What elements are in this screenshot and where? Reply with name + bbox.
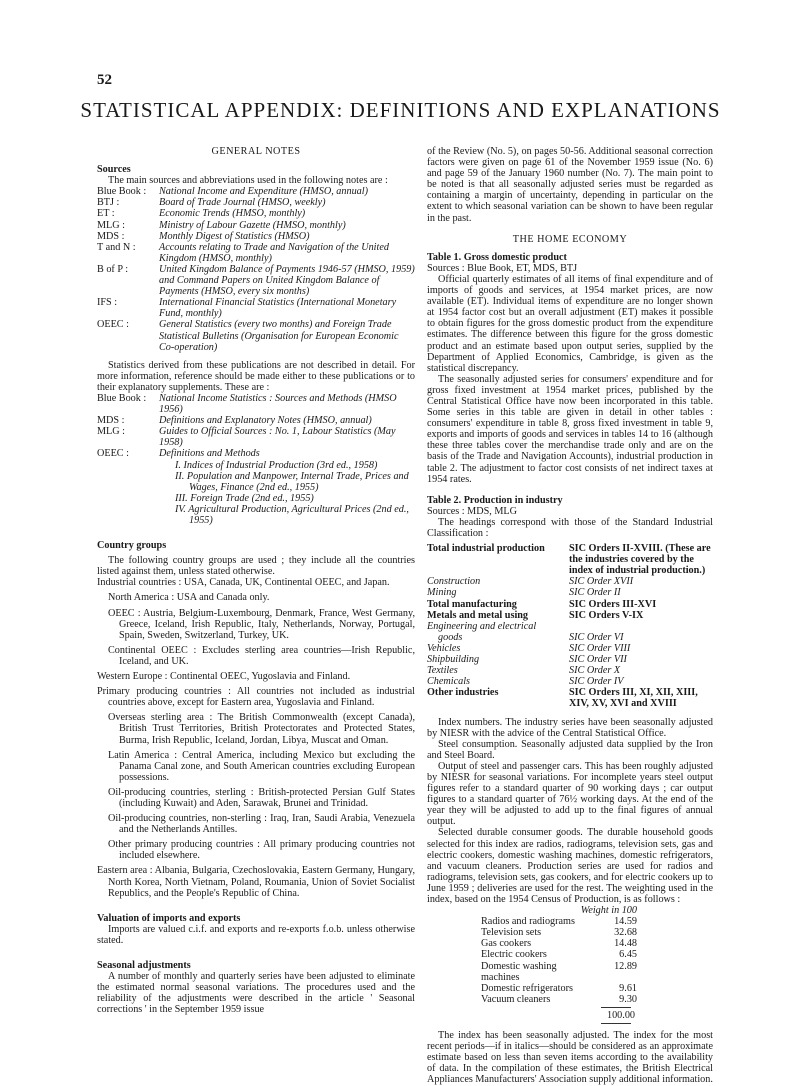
weight-row — [481, 916, 637, 927]
sic-orders: SIC Orders V-IX — [569, 609, 644, 621]
page-number: 52 — [97, 72, 112, 88]
weight-row — [481, 938, 637, 949]
sources-heading: Sources — [97, 164, 131, 176]
table1-para2: The seasonally adjusted series for consumers' expenditure and for gross fixed investment at 1954 market prices, published by the Central Statistical Office have now been incorporated in this table. Some series in this table are given in detail in other tables : consumers' expenditure in table 8, gross fixed investment in table 9, exports and imports of goods and services in tables 14 to 16 (although these three tables cover the merchandise trade only and are on the basis of the Trade and Navigation Accounts), industrial production in table 2. The adjustment to factor cost consists of net indirect taxes at 1954 rates. — [427, 373, 713, 485]
weight-item: Gas cookers — [481, 938, 532, 950]
supp-text: Guides to Official Sources : No. 1, Labour Statistics (May 1958) — [159, 426, 396, 449]
sic-table — [427, 543, 713, 709]
page-title: STATISTICAL APPENDIX: DEFINITIONS AND EXPLANATIONS — [80, 98, 721, 122]
industry-name: Mining — [427, 587, 457, 599]
country-groups-intro: The following country groups are used ; they include all the countries listed against them, unless stated otherwise. — [97, 555, 415, 578]
sic-orders: SIC Orders III-XVI — [569, 598, 657, 610]
oeec-sub-item: III. Foreign Trade (2nd ed., 1955) — [175, 492, 314, 504]
group-overseas-sterling: Overseas sterling area : The British Commonwealth (except Canada), British Trust Territories, British Protectorates and Protected States, Burma, Irish Republic, Iceland, Jordan, Libya, Muscat and Oman. — [108, 712, 415, 746]
sic-orders: SIC Orders III, XI, XII, XIII, XIV, XV, XVI and XVIII — [569, 687, 698, 710]
source-text: General Statistics (every two months) and Foreign Trade Statistical Bulletins (Organisation for European Economic Co-operation) — [159, 319, 399, 353]
weight-value: 9.61 — [619, 982, 637, 994]
source-text: United Kingdom Balance of Payments 1946-57 (HMSO, 1959) and Command Papers on United Kingdom Balance of Payments (HMSO, every six months) — [159, 263, 415, 298]
supplements-list — [97, 393, 415, 460]
oeec-sub-item: I. Indices of Industrial Production (3rd ed., 1958) — [175, 459, 378, 471]
source-abbr: ET : — [97, 208, 115, 220]
weight-value: 14.59 — [614, 916, 637, 928]
source-text: Ministry of Labour Gazette (HMSO, monthly) — [159, 219, 346, 231]
sic-orders: SIC Order VIII — [569, 642, 631, 654]
source-abbr: Blue Book : — [97, 186, 147, 198]
country-groups-heading: Country groups — [97, 540, 167, 552]
weight-value: 9.30 — [619, 993, 637, 1005]
group-north-america: North America : USA and Canada only. — [108, 592, 270, 604]
supp-abbr: Blue Book : — [97, 392, 147, 404]
weight-row — [481, 927, 637, 938]
industry-name: Chemicals — [427, 676, 471, 688]
group-oeec: OEEC : Austria, Belgium-Luxembourg, Denmark, France, West Germany, Greece, Iceland, Irish Republic, Italy, Netherlands, Norway, Portugal, Spain, Sweden, Switzerland, Turkey, UK. — [108, 607, 415, 641]
table1-para1: Official quarterly estimates of all items of final expenditure and of imports of goods and services, at 1954 market prices, are now available (ET). Individual items of expenditure are no longer shown at 1954 factor cost but an overall adjustment (ET) makes it possible to obtain figures for the gross domestic product from the expenditure estimates. The difference between this figure for the gross domestic product and an estimate based upon output series, supplied by the Department of Applied Economics, Cambridge, is given as the statistical discrepancy. — [427, 273, 713, 374]
weight-item: Radios and radiograms — [481, 916, 575, 928]
supp-text: National Income Statistics : Sources and Methods (HMSO 1956) — [159, 392, 397, 416]
sic-orders — [569, 621, 713, 632]
table2-sources: Sources : MDS, MLG — [427, 505, 517, 517]
group-primary: Primary producing countries : All countries not included as industrial countries above, except for Eastern area, Yugoslavia and Finland. — [97, 686, 415, 709]
industry-name: Vehicles — [427, 642, 461, 654]
source-text: National Income and Expenditure (HMSO, annual) — [159, 186, 368, 198]
general-notes-heading: GENERAL NOTES — [211, 146, 301, 157]
sic-orders: SIC Order X — [569, 665, 621, 677]
total-rule — [601, 1023, 631, 1024]
sic-orders: SIC Orders II-XVIII. (These are the industries covered by the index of industrial production.) — [569, 543, 711, 577]
sources-para2: Statistics derived from these publications are not described in detail. For more information, reference should be made either to these publications or to their explanatory supplements. These are : — [97, 359, 415, 393]
group-eastern-area: Eastern area : Albania, Bulgaria, Czechoslovakia, Eastern Germany, Hungary, North Korea, North Vietnam, Poland, Roumania, Union of Soviet Socialist Republics, and the People's Republic of China. — [97, 865, 415, 899]
table1-sources: Sources : Blue Book, ET, MDS, BTJ — [427, 262, 578, 274]
oeec-sub-item: II. Population and Manpower, Internal Trade, Prices and Wages, Finance (2nd ed., 1955) — [175, 470, 409, 493]
supp-abbr: MDS : — [97, 415, 125, 427]
industry-name: Total industrial production — [427, 543, 545, 555]
weight-value: 6.45 — [619, 949, 637, 961]
source-abbr: IFS : — [97, 297, 118, 309]
source-text: Board of Trade Journal (HMSO, weekly) — [159, 197, 326, 209]
durables-note: Selected durable consumer goods. The durable household goods selected for this index are radios, radiograms, television sets, gas and electric cookers, domestic washing machines, domestic refrigerators, and vacuum cleaners. Production series are used for radios and radiograms, television sets, gas cookers, and for electric cookers up to June 1959 ; deliveries are used for the rest. The weighting used in the index, based on the 1954 Census of Production, is as follows : — [427, 827, 713, 905]
sic-orders: SIC Order IV — [569, 676, 624, 688]
source-text: Accounts relating to Trade and Navigation of the United Kingdom (HMSO, monthly) — [159, 241, 389, 264]
right-column — [427, 146, 713, 1086]
industry-name: Construction — [427, 576, 481, 588]
group-oil-non-sterling: Oil-producing countries, non-sterling : Iraq, Iran, Saudi Arabia, Venezuela and the Netherlands Antilles. — [108, 813, 415, 836]
oeec-sub-item: IV. Agricultural Production, Agricultural Prices (2nd ed., 1955) — [175, 503, 409, 526]
valuation-heading: Valuation of imports and exports — [97, 912, 241, 924]
source-abbr: OEEC : — [97, 319, 129, 331]
weights-table — [481, 905, 637, 1024]
left-column — [97, 146, 415, 1015]
group-western-europe: Western Europe : Continental OEEC, Yugoslavia and Finland. — [97, 671, 351, 683]
sic-orders: SIC Order VI — [569, 631, 624, 643]
group-continental-oeec: Continental OEEC : Excludes sterling area countries—Irish Republic, Iceland, and UK. — [108, 644, 415, 667]
steel-output-note: Output of steel and passenger cars. This has been roughly adjusted by NIESR for seasonal variations. For incomplete years steel output figures refer to a standard quarter of 90 working days ; car output figures to a standard quarter of 76½ working days. At the end of the year they will be adjusted to add up to the final figures of annual output. — [427, 760, 713, 828]
source-text: Monthly Digest of Statistics (HMSO) — [159, 230, 310, 242]
sources-intro: The main sources and abbreviations used in the following notes are : — [108, 175, 388, 187]
industry-name: Metals and metal using — [427, 609, 529, 621]
sic-orders: SIC Order II — [569, 587, 621, 599]
closing-note: The index has been seasonally adjusted. The index for the most recent periods—if in italics—should be considered as an approximate estimate based on less than seven items according to the availability of data. In the compilation of these estimates, the British Electrical Appliances Manufacturers' Association supply additional information. — [427, 1030, 713, 1086]
valuation-text: Imports are valued c.i.f. and exports and re-exports f.o.b. unless otherwise stated. — [97, 923, 415, 946]
weight-row — [481, 949, 637, 960]
source-abbr: MLG : — [97, 219, 126, 231]
sources-list — [97, 186, 415, 352]
group-other-primary: Other primary producing countries : All primary producing countries not included elsewhere. — [108, 839, 415, 862]
weight-value: 12.89 — [614, 960, 637, 972]
seasonal-continued: of the Review (No. 5), on pages 50-56. Additional seasonal correction factors were given on page 61 of the November 1959 issue (No. 6) and page 59 of the January 1960 number (No. 7). The main point to be noted is that all seasonally adjusted series must be regarded as containing a margin of uncertainty, depending in particular on the extent to which seasonal variation can be shown to have been regular in the past. — [427, 146, 713, 224]
industry-name: Textiles — [427, 665, 458, 677]
industry-name: Engineering and electrical — [427, 620, 537, 632]
sic-orders: SIC Order VII — [569, 654, 627, 666]
weight-item: Vacuum cleaners — [481, 993, 551, 1005]
weight-row — [481, 983, 637, 994]
group-oil-sterling: Oil-producing countries, sterling : British-protected Persian Gulf States (including Kuwait) and Aden, Sarawak, Brunei and Trinidad. — [108, 786, 415, 809]
source-abbr: B of P : — [97, 263, 129, 275]
weight-row — [481, 994, 637, 1005]
seasonal-text: A number of monthly and quarterly series have been adjusted to eliminate the estimated normal seasonal variations. The procedures used and the reliability of the adjustments were described in the article ' Seasonal corrections ' in the September 1959 issue — [97, 971, 415, 1016]
table2-intro: The headings correspond with those of the Standard Industrial Classification : — [427, 516, 713, 539]
industry-name: Total manufacturing — [427, 598, 517, 610]
steel-consumption-note: Steel consumption. Seasonally adjusted data supplied by the Iron and Steel Board. — [427, 738, 713, 761]
supp-abbr: MLG : — [97, 426, 126, 438]
group-latin-america: Latin America : Central America, including Mexico but excluding the Panama Canal zone, and South American countries excluding European possessions. — [108, 749, 415, 783]
weights-header: Weight in 100 — [580, 905, 637, 917]
supp-abbr: OEEC : — [97, 448, 129, 460]
sic-orders: SIC Order XVII — [569, 576, 634, 588]
table2-heading: Table 2. Production in industry — [427, 494, 563, 506]
total-rule — [601, 1007, 631, 1008]
source-abbr: BTJ : — [97, 197, 120, 209]
group-industrial: Industrial countries : USA, Canada, UK, Continental OEEC, and Japan. — [97, 577, 390, 589]
weight-item: Domestic washing machines — [481, 960, 557, 983]
source-abbr: T and N : — [97, 241, 136, 253]
industry-name: Shipbuilding — [427, 654, 480, 666]
industry-name: goods — [438, 631, 463, 643]
source-text: International Financial Statistics (International Monetary Fund, monthly) — [159, 297, 397, 320]
source-abbr: MDS : — [97, 230, 125, 242]
weight-value: 14.48 — [614, 938, 637, 950]
seasonal-heading: Seasonal adjustments — [97, 960, 191, 971]
table1-heading: Table 1. Gross domestic product — [427, 251, 567, 263]
weight-item: Domestic refrigerators — [481, 982, 573, 994]
weight-item: Television sets — [481, 927, 542, 939]
weights-total: 100.00 — [606, 1009, 635, 1021]
home-economy-heading: THE HOME ECONOMY — [512, 233, 628, 245]
supp-text: Definitions and Explanatory Notes (HMSO, annual) — [159, 415, 372, 427]
weight-row — [481, 961, 637, 983]
supp-text: Definitions and Methods — [159, 448, 260, 460]
weight-value: 32.68 — [614, 927, 637, 939]
industry-name: Other industries — [427, 687, 499, 699]
index-numbers-note: Index numbers. The industry series have been seasonally adjusted by NIESR with the advice of the Central Statistical Office. — [427, 716, 713, 739]
source-text: Economic Trends (HMSO, monthly) — [159, 208, 306, 220]
weight-item: Electric cookers — [481, 949, 547, 961]
